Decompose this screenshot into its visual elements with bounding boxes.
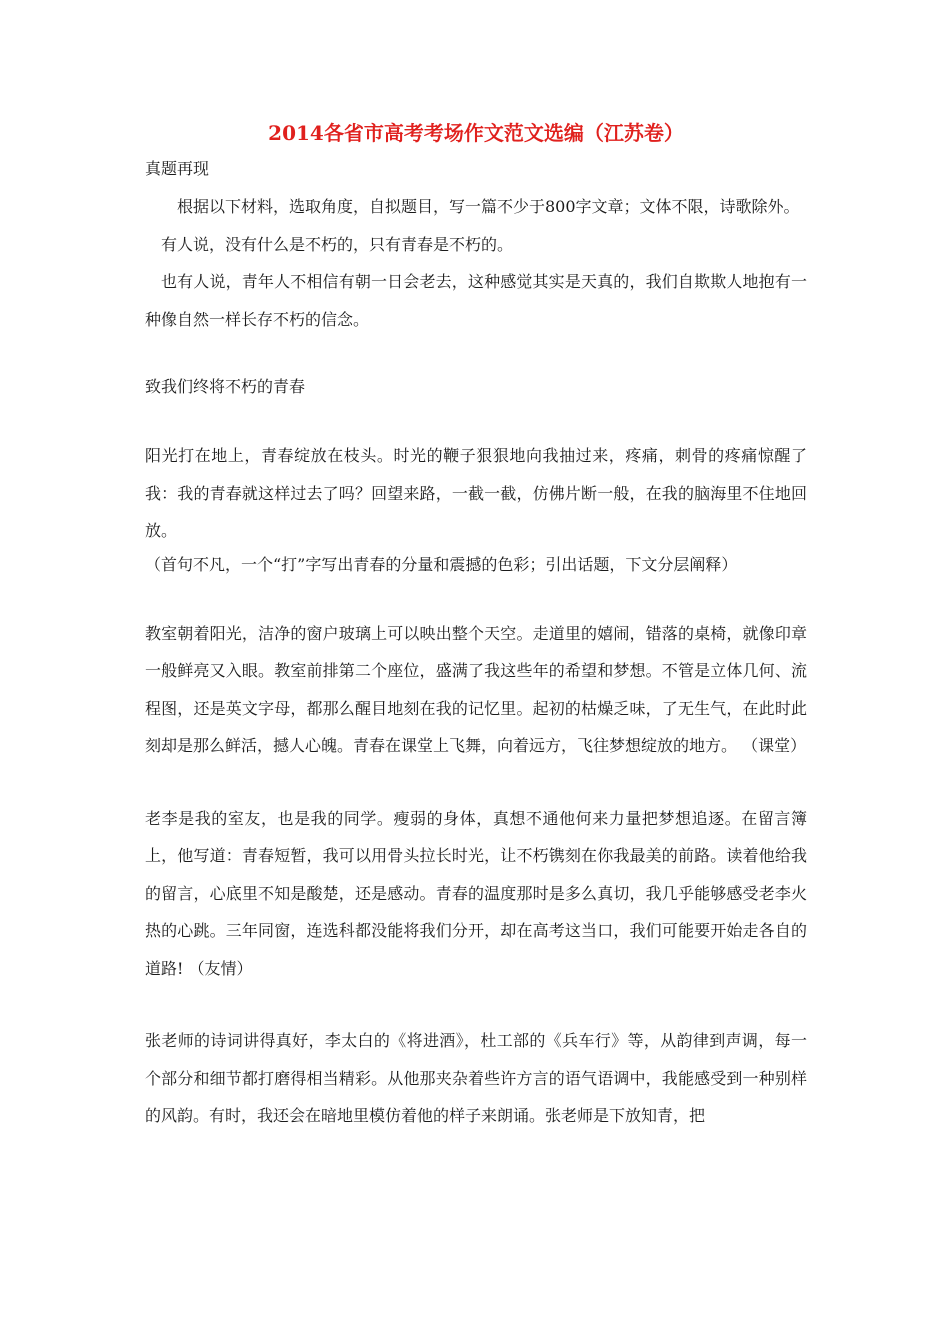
annotation-comment: （首句不凡，一个“打”字写出青春的分量和震撼的色彩；引出话题，下文分层阐释） xyxy=(145,554,738,574)
section-label: 真题再现 xyxy=(145,159,210,178)
essay-paragraph: 老李是我的室友，也是我的同学。瘦弱的身体，真想不通他何来力量把梦想追逐。在留言簿上，他写道：青春短暂，我可以用骨头拉长时光，让不朽镌刻在你我最美的前路。读着他给我的留言，心底里不知是酸楚，还是感动。青春的温度那时是多么真切，我几乎能够感受老李火热的心跳。三年同窗，连选科都没能将我们分开，却在高考这当口，我们可能要开始走各自的道路! （友情） xyxy=(145,808,807,978)
essay-paragraph: 张老师的诗词讲得真好，李太白的《将进酒》，杜工部的《兵车行》等，从韵律到声调，每一个部分和细节都打磨得相当精彩。从他那夹杂着些许方言的语气语调中，我能感受到一种别样的风韵。有时，我还会在暗地里模仿着他的样子来朗诵。张老师是下放知青，把 xyxy=(145,1031,807,1125)
essay-paragraph: 阳光打在地上，青春绽放在枝头。时光的鞭子狠狠地向我抽过来，疼痛，刺骨的疼痛惊醒了我：我的青春就这样过去了吗？回望来路，一截一截，仿佛片断一般，在我的脑海里不住地回放。 xyxy=(145,446,807,540)
essay-paragraph: 教室朝着阳光，洁净的窗户玻璃上可以映出整个天空。走道里的嬉闹，错落的桌椅，就像印章一般鲜亮又入眼。教室前排第二个座位，盛满了我这些年的希望和梦想。不管是立体几何、流程图，还是英文字母，都那么醒目地刻在我的记忆里。起初的枯燥乏味，了无生气，在此时此刻却是那么鲜活，撼人心魄。青春在课堂上飞舞，向着远方，飞往梦想绽放的地方。 （课堂） xyxy=(145,623,807,755)
prompt-paragraph: 根据以下材料，选取角度，自拟题目，写一篇不少于800字文章；文体不限，诗歌除外。 xyxy=(177,197,800,216)
document-page xyxy=(145,118,807,1135)
prompt-paragraph: 也有人说，青年人不相信有朝一日会老去，这种感觉其实是天真的，我们自欺欺人地抱有一种像自然一样长存不朽的信念。 xyxy=(145,272,807,329)
prompt-paragraph: 有人说，没有什么是不朽的，只有青春是不朽的。 xyxy=(161,234,514,254)
essay-title: 致我们终将不朽的青春 xyxy=(145,377,306,396)
document-title: 2014各省市高考考场作文范文选编（江苏卷） xyxy=(268,121,684,145)
